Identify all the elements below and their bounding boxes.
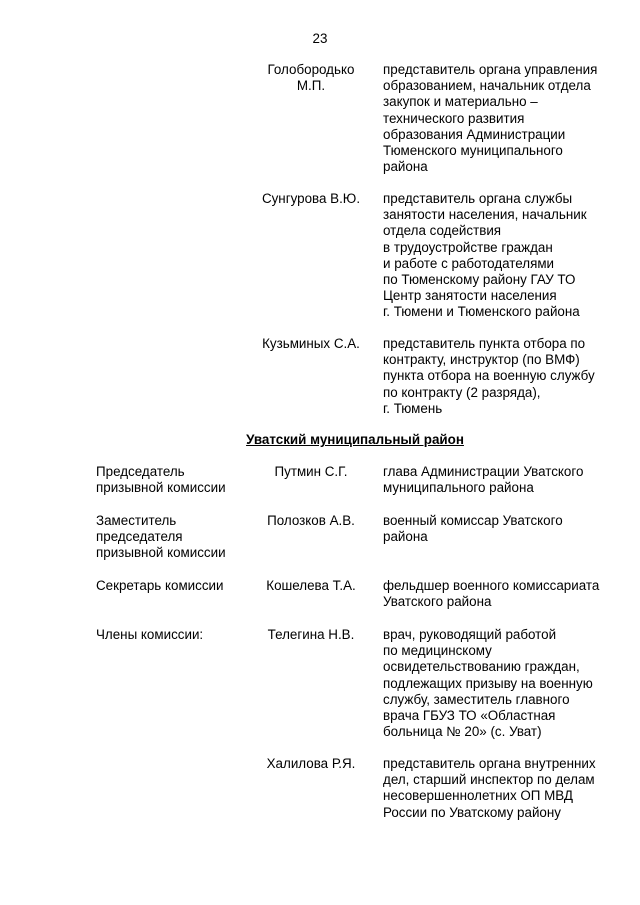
section-heading: Уватский муниципальный район <box>246 432 464 447</box>
member-name: Телегина Н.В. <box>267 627 355 642</box>
member-role: Председатель призывной комиссии <box>96 464 226 496</box>
member-name: Сунгурова В.Ю. <box>261 191 361 206</box>
member-name: Путмин С.Г. <box>274 464 348 479</box>
member-description: глава Администрации Уватского муниципального района <box>383 464 584 496</box>
member-name: Голобородько М.П. <box>267 62 355 94</box>
member-description: фельдшер военного комиссариата Уватского района <box>383 578 600 610</box>
member-description: представитель органа внутренних дел, старший инспектор по делам несовершеннолетних ОП МВД России по Уватскому району <box>383 756 596 820</box>
member-description: врач, руководящий работой по медицинскому освидетельствованию граждан, подлежащих призыву на военную службу, заместитель главного врача ГБУЗ ТО «Областная больница № 20» (с. Уват) <box>383 627 593 740</box>
member-name: Кошелева Т.А. <box>266 578 356 593</box>
member-name: Полозков А.В. <box>267 513 355 528</box>
member-description: представитель органа управления образованием, начальник отдела закупок и материально – технического развития образования Администрации Тюменского муниципального района <box>383 62 598 175</box>
member-role: Заместитель председателя призывной комиссии <box>96 513 226 561</box>
member-description: военный комиссар Уватского района <box>383 513 563 545</box>
member-description: представитель органа службы занятости населения, начальник отдела содействия в трудоустройстве граждан и работе с работодателями по Тюменскому району ГАУ ТО Центр занятости населения г. Тюмени и Тюменского района <box>383 191 587 320</box>
member-role: Секретарь комиссии <box>96 578 224 593</box>
member-name: Халилова Р.Я. <box>266 756 356 771</box>
member-role: Члены комиссии: <box>96 627 204 642</box>
member-name: Кузьминых С.А. <box>262 336 360 351</box>
page-number: 23 <box>312 31 328 46</box>
member-description: представитель пункта отбора по контракту, инструктор (по ВМФ) пункта отбора на военную службу по контракту (2 разряда), г. Тюмень <box>383 336 595 416</box>
